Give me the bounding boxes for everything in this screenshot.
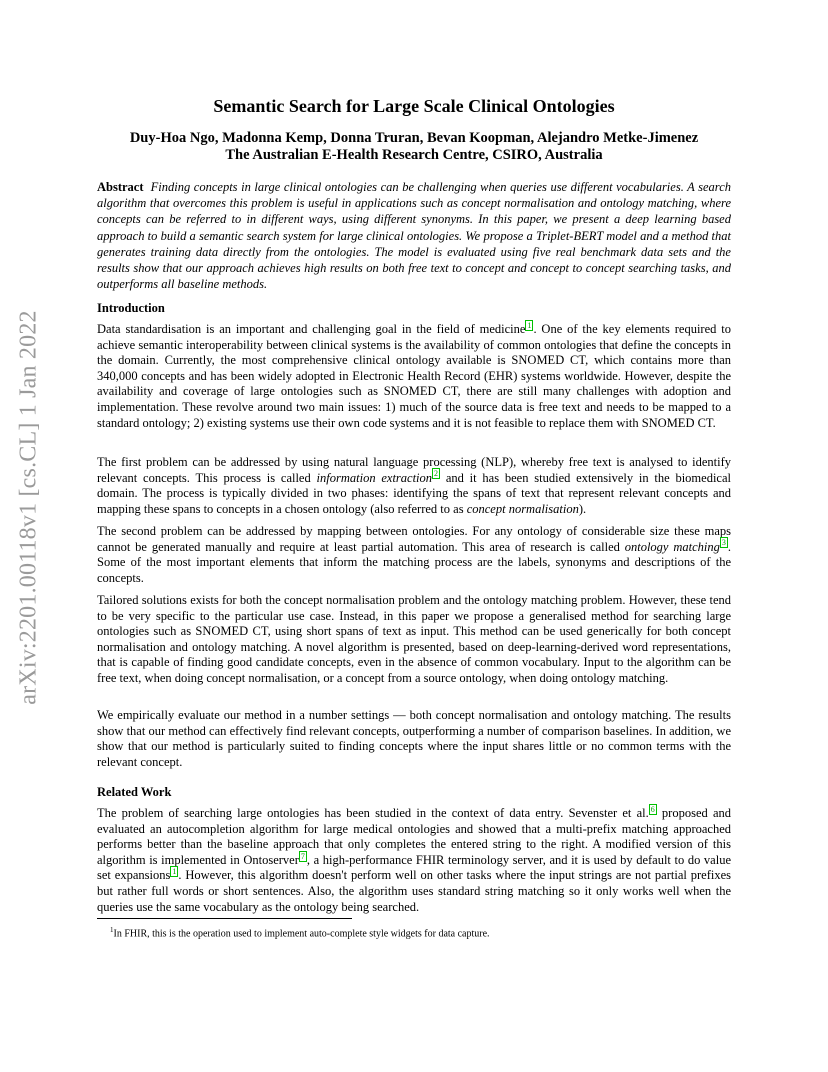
paragraph-text: , a high-performance FHIR terminology server, and it is used by default to do value set expansions [97,852,731,883]
paragraph-text: and it has been studied extensively in the biomedical domain. The process is typically divided in two phases: identifying the spans of text that represent relevant concepts and mapping these spans to concepts in a chosen ontology (also referred to as [97,470,731,516]
citation-link[interactable]: 7 [300,851,305,861]
paragraph-intro-3 [97,524,731,586]
paragraph-intro-2 [97,455,731,517]
paragraph-text: Data standardisation is an important and challenging goal in the field of medicine [97,322,526,336]
arxiv-identifier-text: arXiv:2201.00118v1 [cs.CL] 1 Jan 2022 [15,309,42,705]
footnote-link[interactable]: 1 [172,867,177,877]
paragraph-text: . One of the key elements required to achieve semantic interoperability between clinical systems is the availability of common ontologies that define the concepts in the domain. Currently, the most comprehensive clinical ontology available is SNOMED CT, which contains more than 340,000 concepts and has been widely adopted in Electronic Health Record (EHR) systems worldwide. However, despite the availability and coverage of large ontologies such as SNOMED CT, there are still many challenges with adoption and implementation. These revolve around two main issues: 1) much of the source data is free text and needs to be mapped to a standard ontology; 2) existing systems use their own code systems and it is not feasible to replace them with SNOMED CT. [97,322,731,430]
author-list: Duy-Hoa Ngo, Madonna Kemp, Donna Truran, Bevan Koopman, Alejandro Metke-Jimenez [129,130,699,146]
citation-link[interactable]: 6 [650,804,655,814]
section-heading-introduction: Introduction [97,301,165,315]
paragraph-intro-1 [97,322,731,431]
section-heading-related-work: Related Work [97,785,172,799]
paragraph-text: The second problem can be addressed by mapping between ontologies. For any ontology of considerable size these maps cannot be generated manually and require at least partial automation. This area of research is called [97,524,731,554]
paper-title: Semantic Search for Large Scale Clinical Ontologies [213,96,615,116]
abstract-text: Finding concepts in large clinical ontologies can be challenging when queries use different vocabularies. A search algorithm that overcomes this problem is useful in applications such as concept normalisation and ontology matching, where concepts can be referred to in different ways, using different synonyms. In this paper, we present a deep learning based approach to build a semantic search system for large clinical ontologies. We propose a Triplet-BERT model and a method that generates training data directly from the ontologies. The model is evaluated using five real benchmark data sets and the results show that our approach achieves high results on both free text to concept and concept to concept searching tasks, and outperforms all baseline methods. [97,180,731,292]
footnote-text: In FHIR, this is the operation used to implement auto-complete style widgets for data capture. [113,928,490,940]
paragraph-intro-4 [97,593,731,687]
paragraph-related-1 [97,806,731,915]
paragraph-text: We empirically evaluate our method in a number settings — both concept normalisation and ontology matching. The results show that our method can effectively find relevant concepts, outperforming a number of comparison baselines. In addition, we show that our method is particularly suited to finding concepts where the input shares little or no common terms with the relevant concept. [97,708,731,769]
abstract-label: Abstract [97,180,144,194]
arxiv-identifier-stamp [6,268,52,746]
paragraph-text: The first problem can be addressed by using natural language processing (NLP), whereby free text is analysed to identify relevant concepts. This process is called [97,455,731,485]
citation-link[interactable]: 2 [434,469,439,479]
paragraph-text: Tailored solutions exists for both the concept normalisation problem and the ontology matching problem. However, these tend to be very specific to the particular use case. Instead, in this paper we propose a generalised method for searching large ontologies such as SNOMED CT, using short spans of text as input. This method can be used generically for both concept normalisation and ontology matching. A novel algorithm is presented, based on deep-learning-derived word representations, that is capable of finding good candidate concepts, even in the absence of common vocabulary. Input to the algorithm can be free text, when doing concept normalisation, or a concept from a source ontology, when doing ontology matching. [97,593,731,685]
emphasis-text: concept normalisation [466,501,579,516]
footnote [110,924,490,940]
footnote-rule [97,918,352,919]
citation-link[interactable]: 1 [527,320,532,330]
paragraph-text: proposed and evaluated an autocompletion algorithm for large medical ontologies and showed that a multi-prefix matching approached performs better than the baseline approach that only completes the entered string to the right. A modified version of this algorithm is implemented in Ontoserver [97,806,732,867]
paragraph-text: The problem of searching large ontologies has been studied in the context of data entry. Sevenster et al. [97,806,649,820]
paragraph-intro-5 [97,708,731,770]
citation-link[interactable]: 3 [721,538,726,548]
emphasis-text: information extraction [316,470,433,485]
paragraph-text: . However, this algorithm doesn't perform well on other tasks where the input strings are not partial prefixes but rather full words or short sentences. Also, the algorithm uses standard string matching so it only works well when the queries use the same vocabulary as the ontology being searched. [97,868,731,914]
abstract [97,179,731,292]
footnote-mark: 1 [110,926,114,934]
emphasis-text: ontology matching [624,539,720,554]
paragraph-text: . Some of the most important elements that inform the matching process are the labels, synonyms and descriptions of the concepts. [97,539,731,585]
affiliation: The Australian E-Health Research Centre, CSIRO, Australia [225,147,603,163]
paragraph-text: ). [578,501,587,516]
